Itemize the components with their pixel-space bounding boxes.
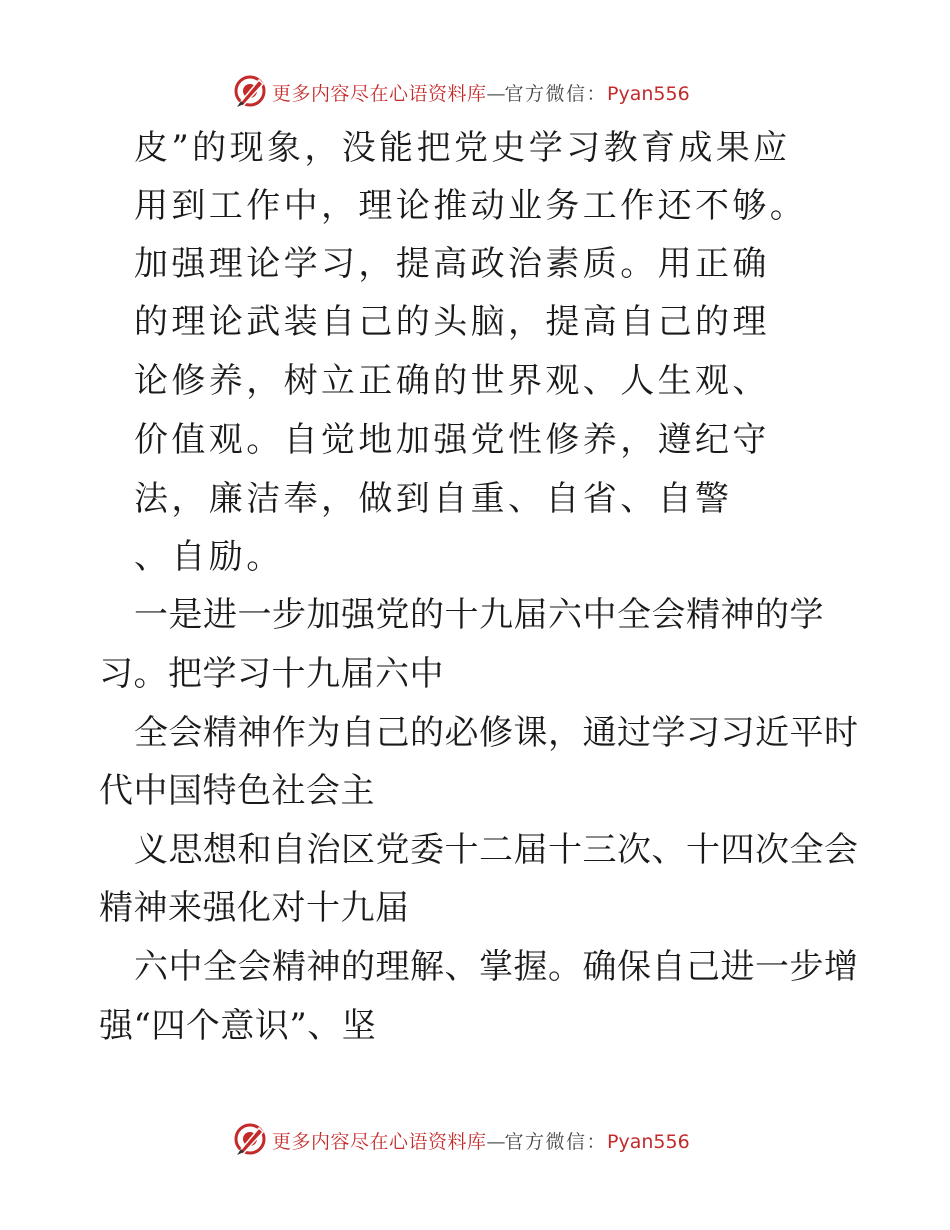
body-line: 代中国特色社会主 <box>99 771 375 811</box>
header-dash: — <box>486 83 505 105</box>
header-slogan: 更多内容尽在心语资料库 <box>272 83 487 105</box>
body-line: 强“四个意识”、坚 <box>99 1006 377 1046</box>
body-line: 价值观。自觉地加强党性修养，遵纪守 <box>134 420 770 460</box>
header-banner <box>0 72 950 112</box>
body-line: 皮”的现象，没能把党史学习教育成果应 <box>134 128 791 168</box>
footer-banner <box>0 1120 950 1160</box>
body-line: 全会精神作为自己的必修课，通过学习习近平时 <box>134 713 859 753</box>
body-line: 一是进一步加强党的十九届六中全会精神的学 <box>134 595 824 635</box>
body-line: 加强理论学习，提高政治素质。用正确 <box>134 244 770 284</box>
footer-official-label: 官方微信： <box>504 1131 608 1153</box>
body-line: 习。把学习十九届六中 <box>99 654 444 694</box>
header-wechat-id: Pyan556 <box>607 83 690 105</box>
header-text <box>272 79 690 106</box>
body-line: 用到工作中，理论推动业务工作还不够。 <box>134 186 808 226</box>
body-line: 法，廉洁奉，做到自重、自省、自警 <box>134 479 733 519</box>
footer-text <box>272 1127 690 1154</box>
pen-logo-icon <box>233 1122 267 1156</box>
body-line: 精神来强化对十九届 <box>99 888 410 928</box>
pen-logo-icon <box>233 74 267 108</box>
footer-wechat-id: Pyan556 <box>607 1131 690 1153</box>
header-official-label: 官方微信： <box>504 83 608 105</box>
footer-slogan: 更多内容尽在心语资料库 <box>272 1131 487 1153</box>
body-line: 六中全会精神的理解、掌握。确保自己进一步增 <box>134 947 859 987</box>
body-line: 的理论武装自己的头脑，提高自己的理 <box>134 302 770 342</box>
body-line: 义思想和自治区党委十二届十三次、十四次全会 <box>134 830 859 870</box>
footer-dash: — <box>486 1131 505 1153</box>
body-line: 论修养，树立正确的世界观、人生观、 <box>134 361 770 401</box>
body-line: 、自励。 <box>134 537 284 577</box>
